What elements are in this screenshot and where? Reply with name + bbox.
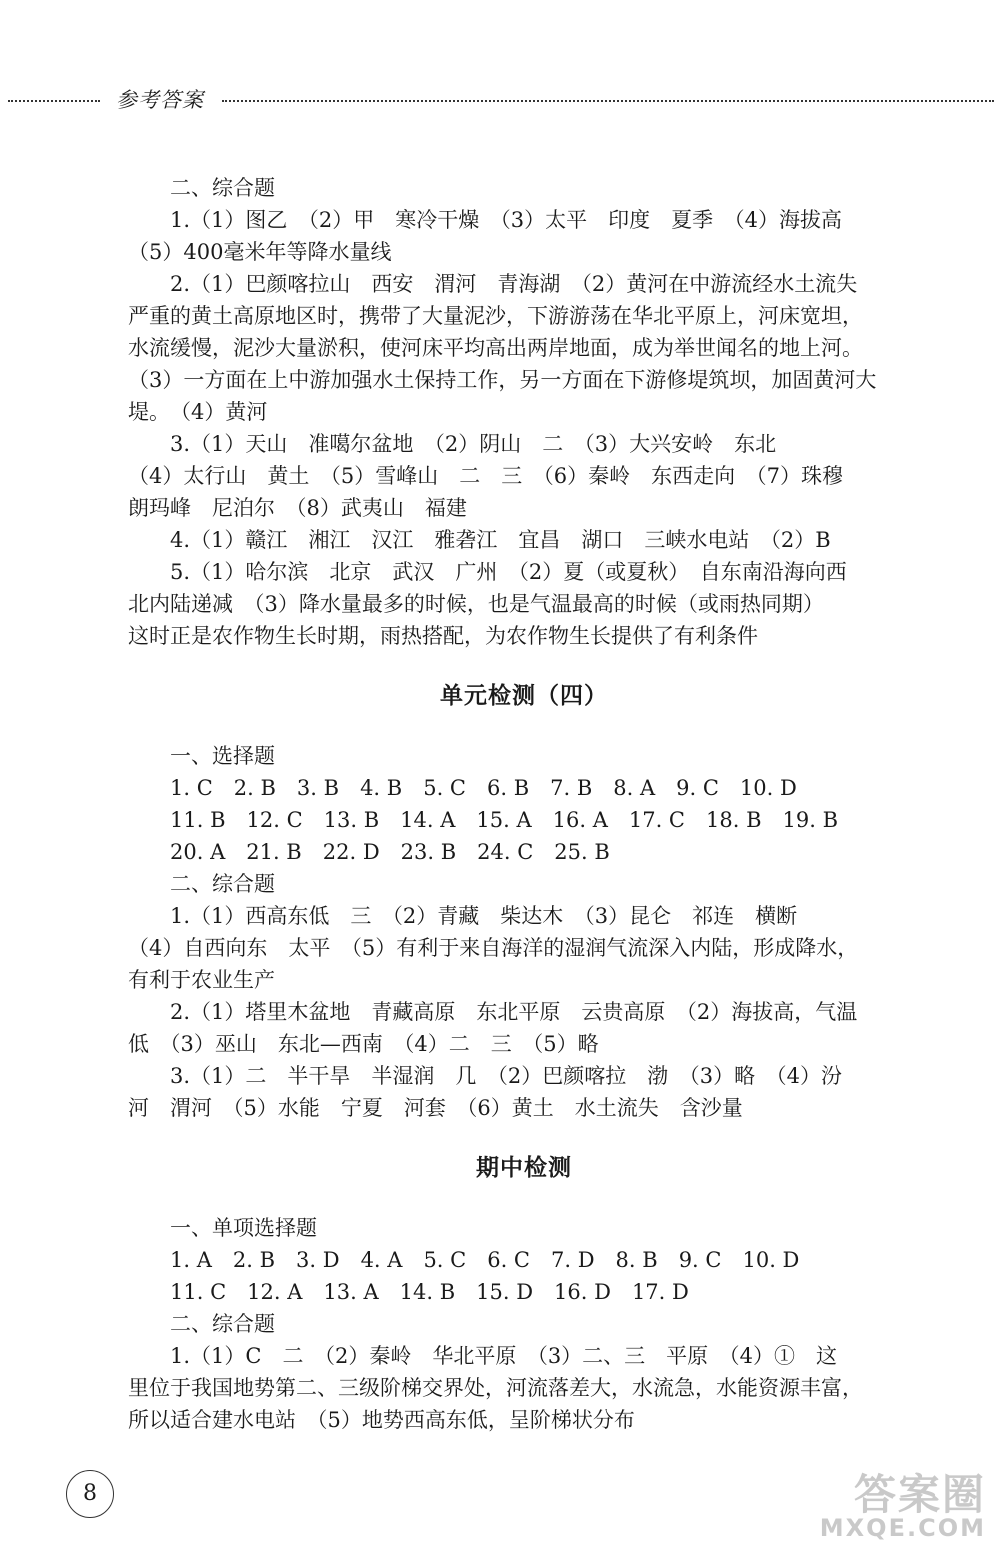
answer-line: 1.（1）图乙 （2）甲 寒冷干燥 （3）太平 印度 夏季 （4）海拔高 xyxy=(170,208,842,232)
watermark-main-text: 答案圈 xyxy=(853,1470,986,1519)
answer-line: 堤。 （4）黄河 xyxy=(128,400,268,424)
answer-line: 4.（1）赣江 湘江 汉江 雅砻江 宜昌 湖口 三峡水电站 （2）B xyxy=(170,528,831,552)
page-number: 8 xyxy=(66,1470,114,1518)
section-title: 单元检测（四） xyxy=(440,683,608,709)
header-dotted-rule-left xyxy=(8,100,100,102)
section-title: 期中检测 xyxy=(476,1155,572,1181)
answer-line: 一、单项选择题 xyxy=(170,1216,317,1240)
answer-line: 河 渭河 （5）水能 宁夏 河套 （6）黄土 水土流失 含沙量 xyxy=(128,1096,743,1120)
answer-content xyxy=(128,172,920,1436)
answer-line: 朗玛峰 尼泊尔 （8）武夷山 福建 xyxy=(128,496,467,520)
watermark-logo xyxy=(760,1462,990,1542)
answer-line: 低 （3）巫山 东北—西南 （4）二 三 （5）略 xyxy=(128,1032,599,1056)
answer-line: 水流缓慢，泥沙大量淤积，使河床平均高出两岸地面，成为举世闻名的地上河。 xyxy=(128,336,863,360)
answer-line: 所以适合建水电站 （5）地势西高东低，呈阶梯状分布 xyxy=(128,1408,635,1432)
answer-line: 严重的黄土高原地区时，携带了大量泥沙，下游游荡在华北平原上，河床宽坦， xyxy=(128,304,863,328)
answer-line: 有利于农业生产 xyxy=(128,968,275,992)
watermark-site-text: MXQE.COM xyxy=(819,1514,986,1542)
answer-line: （4）自西向东 太平 （5）有利于来自海洋的湿润气流深入内陆，形成降水， xyxy=(128,936,859,960)
answer-line: 里位于我国地势第二、三级阶梯交界处，河流落差大，水流急，水能资源丰富， xyxy=(128,1376,863,1400)
answer-line: 5.（1）哈尔滨 北京 武汉 广州 （2）夏（或夏秋） 自东南沿海向西 xyxy=(170,560,847,584)
answer-line: （5）400毫米年等降水量线 xyxy=(128,240,392,264)
answer-line: 1. C 2. B 3. B 4. B 5. C 6. B 7. B 8. A 9. C 10. D xyxy=(170,776,797,800)
answer-line: 2.（1）巴颜喀拉山 西安 渭河 青海湖 （2）黄河在中游流经水土流失 xyxy=(170,272,858,296)
answer-line: 二、综合题 xyxy=(170,1312,275,1336)
answer-line: 1.（1）西高东低 三 （2）青藏 柴达木 （3）昆仑 祁连 横断 xyxy=(170,904,798,928)
answer-line: 3.（1）天山 准噶尔盆地 （2）阴山 二 （3）大兴安岭 东北 xyxy=(170,432,777,456)
answer-line: 一、选择题 xyxy=(170,744,275,768)
answer-line: 3.（1）二 半干旱 半湿润 几 （2）巴颜喀拉 渤 （3）略 （4）汾 xyxy=(170,1064,842,1088)
answer-line: 2.（1）塔里木盆地 青藏高原 东北平原 云贵高原 （2）海拔高，气温 xyxy=(170,1000,858,1024)
answer-line: 1. A 2. B 3. D 4. A 5. C 6. C 7. D 8. B 9. C 10. D xyxy=(170,1248,800,1272)
answer-line: 北内陆递减 （3）降水量最多的时候，也是气温最高的时候（或雨热同期） xyxy=(128,592,824,616)
answer-line: 二、综合题 xyxy=(170,176,275,200)
answer-line: 这时正是农作物生长时期，雨热搭配，为农作物生长提供了有利条件 xyxy=(128,624,758,648)
answer-line: 1.（1）C 二 （2）秦岭 华北平原 （3）二、三 平原 （4）① 这 xyxy=(170,1344,838,1368)
answer-line: （3）一方面在上中游加强水土保持工作，另一方面在下游修堤筑坝，加固黄河大 xyxy=(128,368,877,392)
answer-line: 11. C 12. A 13. A 14. B 15. D 16. D 17. D xyxy=(170,1280,689,1304)
header-title: 参考答案 xyxy=(116,88,204,112)
header-dotted-rule-right xyxy=(222,100,994,102)
answer-line: （4）太行山 黄土 （5）雪峰山 二 三 （6）秦岭 东西走向 （7）珠穆 xyxy=(128,464,843,488)
answer-line: 20. A 21. B 22. D 23. B 24. C 25. B xyxy=(170,840,610,864)
answer-line: 11. B 12. C 13. B 14. A 15. A 16. A 17. C 18. B 19. B xyxy=(170,808,839,832)
answer-line: 二、综合题 xyxy=(170,872,275,896)
page-header xyxy=(0,84,1000,116)
